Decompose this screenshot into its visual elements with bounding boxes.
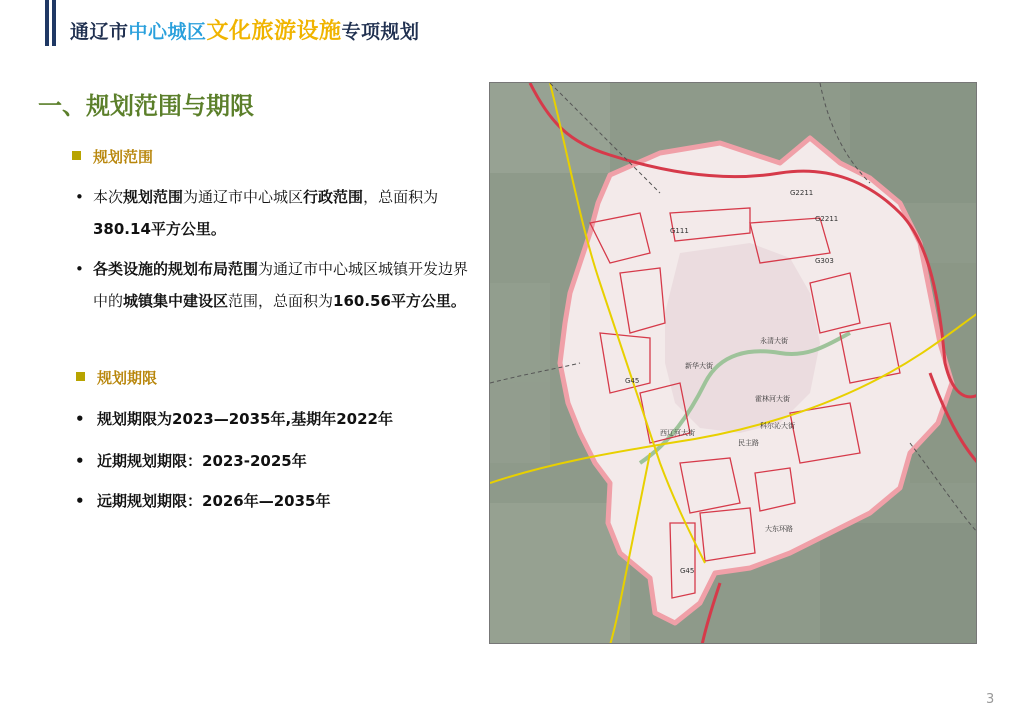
map-label: 民主路 — [738, 439, 759, 447]
title-part-district: 中心城区 — [128, 21, 207, 43]
map-label: 新华大街 — [685, 362, 713, 370]
period-item-text: 远期规划期限：2026年—2035年 — [97, 492, 331, 510]
map-label: 永清大街 — [760, 337, 788, 345]
text-run: 本次 — [93, 188, 124, 206]
map-label: 西辽河大街 — [660, 429, 695, 437]
bullet-dot-icon: • — [75, 260, 84, 278]
map-label: 科尔沁大街 — [760, 422, 795, 430]
text-run: ，总面积为 — [363, 188, 439, 206]
title-part-city: 通辽市 — [70, 21, 129, 43]
map-label: G111 — [670, 227, 689, 235]
square-bullet-icon — [76, 372, 85, 381]
document-title — [70, 14, 420, 45]
map-label: 大东环路 — [765, 525, 793, 533]
scope-heading — [72, 146, 153, 167]
header-accent-bar — [52, 0, 56, 46]
text-run-bold: 160.56平方公里。 — [333, 292, 466, 310]
title-part-topic: 文化旅游设施 — [206, 19, 342, 44]
text-run: 为通辽市中心城区城镇开发边界中的 — [93, 260, 469, 310]
map-label: G2211 — [815, 215, 839, 223]
text-run-bold: 各类设施的规划布局范围 — [93, 260, 259, 278]
period-heading — [76, 367, 157, 388]
period-item-text: 近期规划期限：2023-2025年 — [97, 452, 307, 470]
map-label: G45 — [625, 377, 640, 385]
square-bullet-icon — [72, 151, 81, 160]
bullet-dot-icon: • — [75, 188, 84, 206]
text-run-bold: 城镇集中建设区 — [123, 292, 229, 310]
period-item-text: 规划期限为2023—2035年,基期年2022年 — [97, 410, 393, 428]
map-label: 霍林河大街 — [755, 395, 790, 403]
period-heading-label: 规划期限 — [97, 369, 158, 387]
scope-heading-label: 规划范围 — [93, 148, 154, 166]
planning-scope-map — [489, 82, 977, 644]
text-run: 为通辽市中心城区 — [183, 188, 304, 206]
section-title: 一、规划范围与期限 — [38, 92, 254, 120]
period-item — [75, 490, 331, 511]
period-item — [75, 408, 393, 429]
header-accent-bar — [45, 0, 49, 46]
map-label: G303 — [815, 257, 834, 265]
text-run-bold: 380.14平方公里。 — [93, 220, 226, 238]
title-part-plan: 专项规划 — [341, 21, 420, 43]
scope-bullet-2 — [75, 253, 475, 317]
page-number: 3 — [986, 692, 995, 707]
bullet-dot-icon: • — [75, 410, 85, 428]
text-run-bold: 规划范围 — [123, 188, 184, 206]
map-label: G2211 — [790, 189, 814, 197]
central-built-area — [665, 243, 820, 433]
bullet-dot-icon: • — [75, 452, 85, 470]
text-run-bold: 行政范围 — [303, 188, 364, 206]
period-item — [75, 450, 307, 471]
map-label: G45 — [680, 567, 695, 575]
text-run: 范围，总面积为 — [228, 292, 334, 310]
scope-bullet-1 — [75, 181, 475, 245]
bullet-dot-icon: • — [75, 492, 85, 510]
